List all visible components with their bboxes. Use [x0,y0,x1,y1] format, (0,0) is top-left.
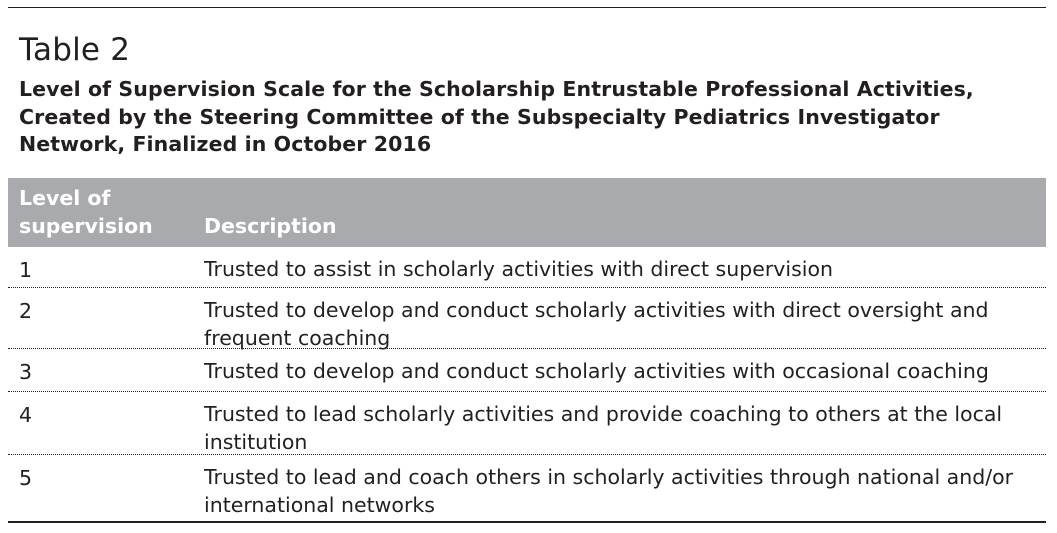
header-level-of-supervision: Level of supervision [19,186,153,238]
table-row [8,288,1046,349]
table-row [8,349,1046,392]
table-row [8,392,1046,455]
description-cell: Trusted to develop and conduct scholarly activities with direct oversight and frequent coaching [204,298,989,350]
level-cell: 2 [19,299,33,323]
table-row [8,247,1046,288]
description-cell: Trusted to develop and conduct scholarly activities with occasional coaching [204,359,989,383]
table-header [8,178,1046,247]
level-cell: 3 [19,360,33,384]
table-number: Table 2 [19,32,131,68]
level-cell: 1 [19,258,33,282]
table-body [8,247,1046,523]
table-row [8,455,1046,523]
description-cell: Trusted to assist in scholarly activities with direct supervision [204,257,833,281]
level-cell: 4 [19,403,33,427]
table-caption: Level of Supervision Scale for the Scholarship Entrustable Professional Activities, Created by the Steering Committee of the Subspecialty Pediatrics Investigator Network, Finalized in October 2016 [19,77,974,156]
header-description: Description [204,214,337,238]
top-rule [8,7,1046,8]
description-cell: Trusted to lead scholarly activities and provide coaching to others at the local institution [204,402,1003,454]
description-cell: Trusted to lead and coach others in scholarly activities through national and/or international networks [204,465,1014,517]
level-cell: 5 [19,466,33,490]
